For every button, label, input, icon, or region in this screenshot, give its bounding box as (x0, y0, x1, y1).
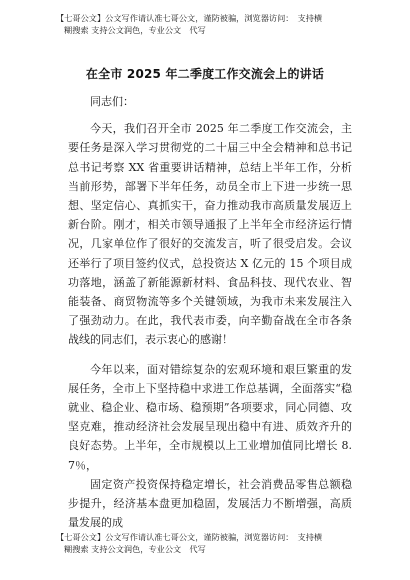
footer-note-line-2: 糊搜索 支持公文润色，专业公文 代写 (64, 544, 206, 554)
document-title: 在全市 2025 年二季度工作交流会上的讲话 (85, 67, 325, 81)
header-note-line-2: 糊搜索 支持公文润色，专业公文 代写 (64, 25, 206, 35)
salutation: 同志们： (90, 95, 134, 108)
paragraph-2: 今年以来，面对错综复杂的宏观环境和艰巨繁重的发展任务，全市上下坚持稳中求进工作总基调，全面落实“稳就业、稳企业、稳市场、稳预期”各项要求，同心同德、攻坚克难，推动经济社会发展呈现出稳中有进、质效齐升的良好态势。上半年，全市规模以上工业增加值同比增长 8.7％， (68, 362, 352, 472)
paragraph-3: 固定资产投资保持稳定增长，社会消费品零售总额稳步提升，经济基本盘更加稳固，发展活力不断增强，高质量发展的成 (68, 477, 352, 530)
header-note-line-1: 【七哥公文】公文写作请认准七哥公文，谨防被骗，浏览器访问： 支持横 (56, 13, 323, 23)
footer-watermark-note (56, 531, 360, 555)
document-body (68, 92, 352, 532)
footer-note-line-1: 【七哥公文】公文写作请认准七哥公文，谨防被骗，浏览器访问： 支持横 (56, 532, 323, 542)
header-watermark-note (56, 12, 360, 36)
paragraph-1: 今天，我们召开全市 2025 年二季度工作交流会，主要任务是深入学习贯彻党的二十届三中全会精神和总书记总书记考察 XX 省重要讲话精神，总结上半年工作，分析当前形势，部署下半年任务，动员全市上下进一步统一思想、坚定信心、真抓实干，奋力推动我市高质量发展迈上新台阶。刚才，相关市领导通报了上半年全市经济运行情况，几家单位作了很好的交流发言，听了很受启发。会议还举行了项目签约仪式，总投资达 X 亿元的 15 个项目成功落地，涵盖了新能源新材料、食品科技、现代农业、智能装备、商贸物流等多个关键领域，为我市未来发展注入了强劲动力。在此，我代表市委，向辛勤奋战在全市各条战线的同志们，表示衷心的感谢！ (68, 122, 352, 347)
